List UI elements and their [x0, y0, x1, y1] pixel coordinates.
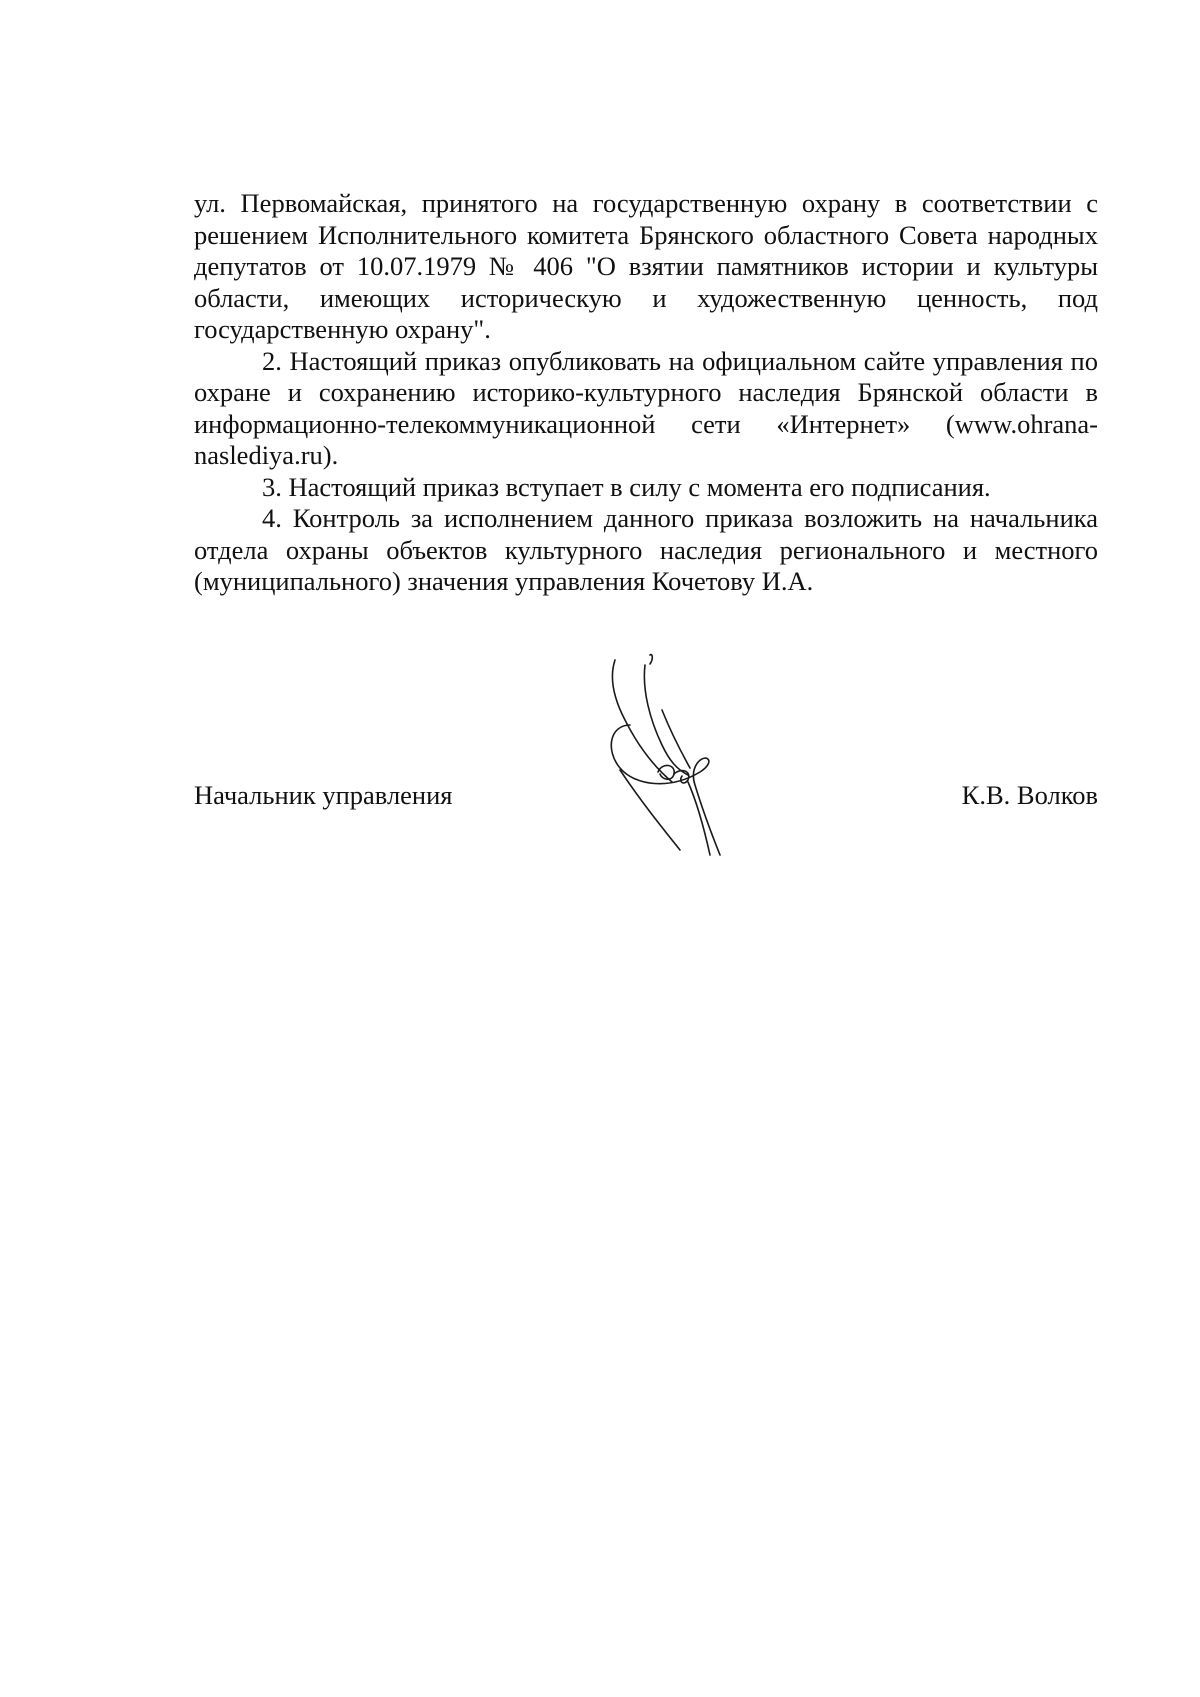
document-body: [194, 188, 1098, 598]
paragraph-control: 4. Контроль за исполнением данного приказа возложить на начальника отдела охраны объектов культурного наследия регионального и местного (муниципального) значения управления Кочетову И.А.: [194, 503, 1098, 596]
signature-icon: [600, 650, 750, 860]
paragraph-publication: 2. Настоящий приказ опубликовать на официальном сайте управления по охране и сохранению историко-культурного наследия Брянской области в информационно-телекоммуникационной сети «Интернет» (www.ohrana-naslediya.ru).: [194, 345, 1098, 470]
paragraph-continuation: ул. Первомайская, принятого на государственную охрану в соответствии с решением Исполнительного комитета Брянского областного Совета народных депутатов от 10.07.1979 № 406 "О взятии памятников истории и культуры области, имеющих историческую и художественную ценность, под государственную охрану".: [194, 188, 1098, 344]
paragraph-effective-date: 3. Настоящий приказ вступает в силу с момента его подписания.: [262, 471, 991, 502]
signer-name: К.В. Волков: [961, 780, 1098, 810]
signer-position: Начальник управления: [194, 780, 453, 810]
